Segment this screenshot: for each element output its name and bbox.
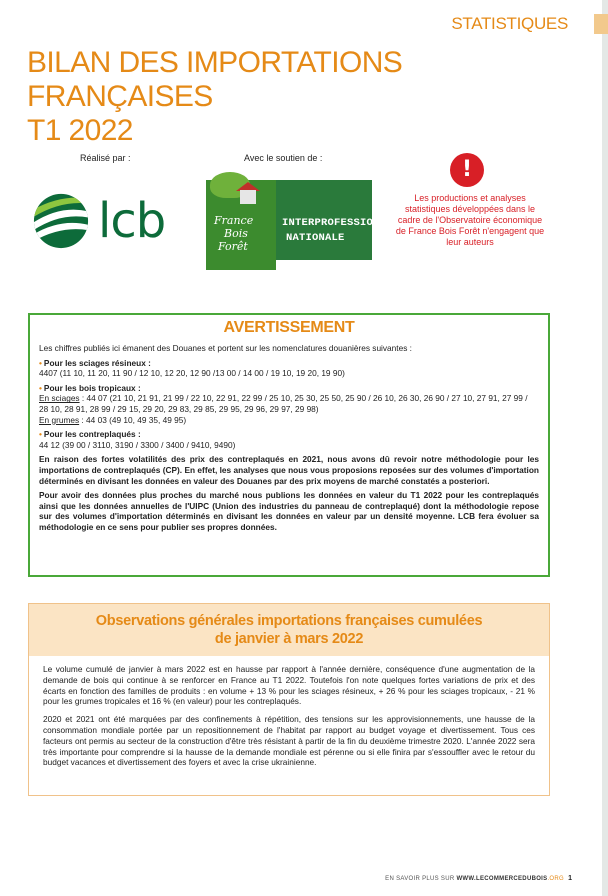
fbf-script-line2: Bois	[224, 227, 248, 240]
avertissement-intro: Les chiffres publiés ici émanent des Douanes et portent sur les nomenclatures douanières suivantes :	[39, 343, 412, 353]
resineux-codes: 4407 (11 10, 11 20, 11 90 / 12 10, 12 20, 12 90 /13 00 / 14 00 / 19 10, 19 20, 19 90)	[39, 368, 345, 379]
corner-tab	[594, 14, 608, 34]
page-title-line2: T1 2022	[27, 114, 133, 147]
fbf-script-line1: France	[214, 214, 254, 227]
observations-title-line1: Observations générales importations françaises cumulées	[95, 613, 483, 629]
tropicaux-sciages-label: En sciages	[39, 393, 80, 404]
fbf-script-line3: Forêt	[218, 240, 248, 253]
warning-icon: !	[450, 153, 484, 187]
fbf-interprofession-text	[282, 216, 380, 246]
bullet-icon: •	[39, 382, 42, 393]
page-title	[27, 46, 547, 148]
side-strip	[602, 0, 608, 896]
fbf-script-text	[214, 214, 253, 253]
page-number: 1	[568, 875, 572, 882]
warning-text: Les productions et analyses statistiques développées dans le cadre de l'Observatoire économique de France Bois Forêt n'engagent que leur auteurs	[395, 193, 545, 247]
observations-para2: 2020 et 2021 ont été marquées par des confinements à répétition, des tensions sur les approvisionnements, une hausse de la consommation mondiale portée par un repositionnement de l'habitat par rapport au budget voyage et divertissement. Tous ces facteurs ont permis au secteur de la construction d'être très résistant à partir de la fin du deuxième trimestre 2020. L'année 2022 sera très importante pour comprendre si la hausse de la demande mondiale est pérenne ou si elle finira par s'essouffler avec le retour du budget vacances et divertissement des foyers et avec la crise ukrainienne.	[43, 714, 535, 768]
avertissement-title: AVERTISSEMENT	[223, 319, 355, 336]
resineux-title-text: Pour les sciages résineux :	[43, 357, 151, 368]
lcb-logo	[32, 192, 165, 250]
section-label: STATISTIQUES	[451, 14, 568, 33]
tropicaux-grumes-label: En grumes	[39, 414, 80, 425]
lcb-logo-icon	[32, 192, 90, 250]
fbf-inter-line2: NATIONALE	[286, 232, 345, 244]
lcb-logo-text: lcb	[98, 193, 166, 249]
avertissement-para1: En raison des fortes volatilités des prix des contreplaqués en 2021, nous avons dû revoir notre méthodologie pour les importations de contreplaqués (CP). En effet, les analyses que nous vous proposions reposées sur des volumes d'importation déterminés en divisant les données en valeur des Douanes par des prix moyens de marché constatés a posteriori.	[39, 454, 539, 486]
realise-par-label: Réalisé par :	[80, 153, 131, 163]
observations-box	[28, 603, 550, 796]
page-title-line1: BILAN DES IMPORTATIONS FRANÇAISES	[27, 46, 403, 113]
france-bois-foret-logo	[206, 172, 380, 270]
tropicaux-sciages-codes: : 44 07 (21 10, 21 91, 21 99 / 22 10, 22 91, 22 99 / 25 10, 25 30, 25 50, 25 90 / 26 10, 26 30, 26 90 / 27 10, 27 91, 27 99 / 28 10, 28 91, 28 99 / 29 15, 29 20, 29 83, 29 85, 29 95, 29 96, 29 97, 29 98)	[39, 393, 528, 414]
contreplaques-codes: 44 12 (39 00 / 3110, 3190 / 3300 / 3400 / 9410, 9490)	[39, 439, 236, 450]
tropicaux-title-text: Pour les bois tropicaux :	[43, 382, 141, 393]
tropicaux-grumes	[39, 415, 539, 426]
soutien-label: Avec le soutien de :	[244, 153, 323, 163]
footer-link[interactable]	[385, 876, 564, 882]
observations-title-line2: de janvier à mars 2022	[214, 631, 364, 647]
house-icon	[240, 190, 256, 204]
contreplaques-title-text: Pour les contreplaqués :	[43, 429, 141, 440]
footer-text: EN SAVOIR PLUS SUR	[385, 876, 457, 882]
tropicaux-grumes-codes: : 44 03 (49 10, 49 35, 49 95)	[79, 414, 187, 425]
tropicaux-sciages	[39, 393, 539, 414]
observations-body	[29, 656, 549, 779]
tropicaux-title	[39, 383, 539, 394]
bullet-icon: •	[39, 429, 42, 440]
resineux-title	[39, 358, 539, 369]
bullet-icon: •	[39, 357, 42, 368]
observations-header	[29, 604, 549, 656]
footer-site: WWW.LECOMMERCEDUBOIS	[456, 876, 548, 882]
observations-para1: Le volume cumulé de janvier à mars 2022 est en hausse par rapport à l'année dernière, conséquence d'une augmentation de la demande de bois qui continue à se renforcer en France au T1 2022. Toutefois l'on note quelques fortes variations de prix et des écarts en fonction des familles de produits : en volume + 13 % pour les sciages résineux, + 26 % pour les sciages tropicaux, - 21 % pour les grumes tropicales et 16 % (en valeur) pour les contreplaqués.	[43, 664, 535, 707]
contreplaques-title	[39, 429, 539, 440]
fbf-inter-line1: INTERPROFESSION	[282, 217, 380, 229]
avertissement-box	[28, 313, 550, 577]
footer-tld: .ORG	[547, 876, 564, 882]
avertissement-para2: Pour avoir des données plus proches du marché nous publions les données en valeur du T1 2022 pour les contreplaqués ainsi que les données annuelles de l'UIPC (Union des industries du panneau de contreplaqué) dont la méthodologie repose sur des volumes d'importation déterminés en divisant les données en valeur par un densité moyenne. LCB fera évoluer sa méthodologie en ce sens pour publier ses propres données.	[39, 490, 539, 532]
